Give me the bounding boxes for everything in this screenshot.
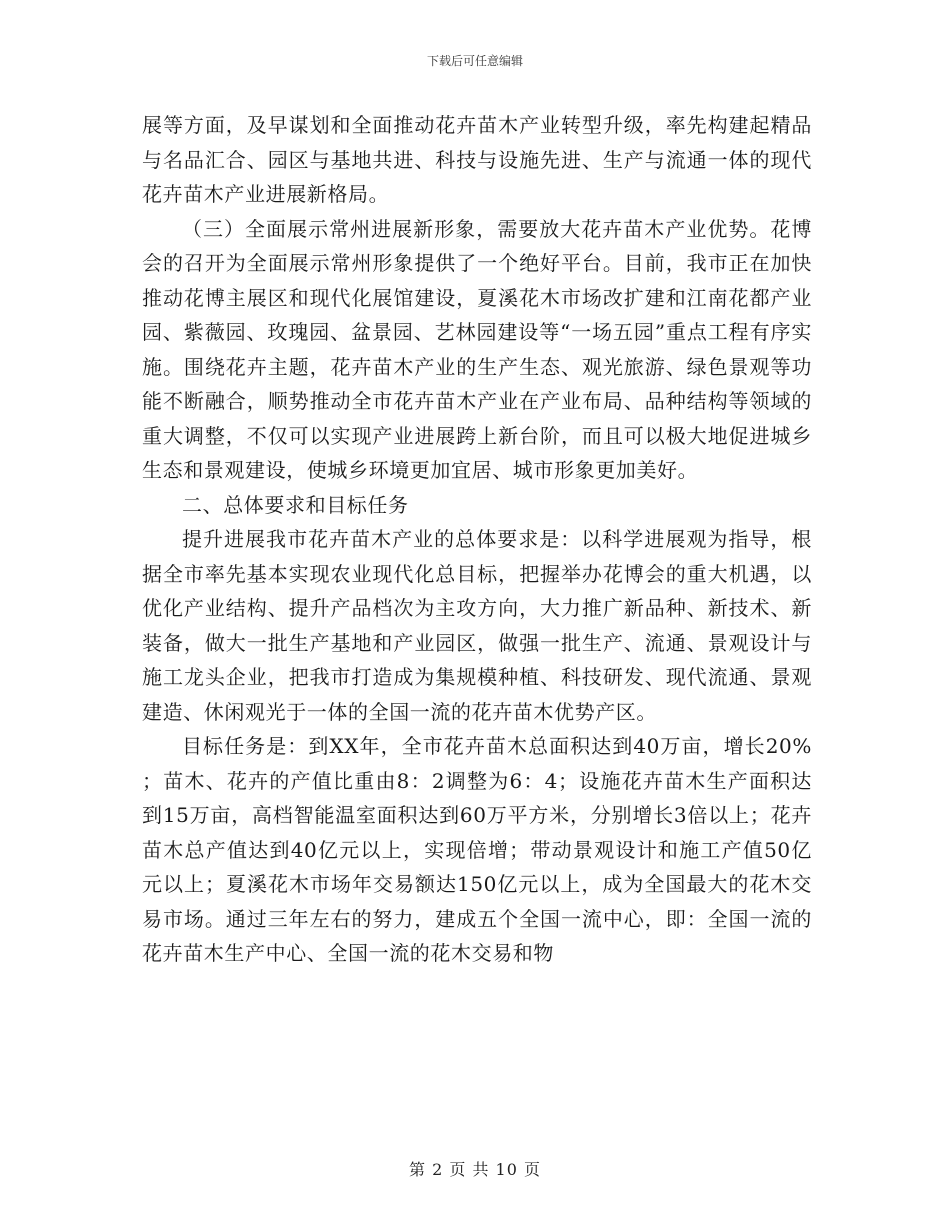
page-footer: 第 2 页 共 10 页	[409, 1160, 541, 1179]
paragraph-general-requirements: 提升进展我市花卉苗木产业的总体要求是：以科学进展观为指导，根据全市率先基本实现农业现代化总目标，把握举办花博会的重大机遇，以优化产业结构、提升产品档次为主攻方向，大力推广新品种、新技术、新装备，做大一批生产基地和产业园区，做强一批生产、流通、景观设计与施工龙头企业，把我市打造成为集规模种植、科技研发、现代流通、景观建造、休闲观光于一体的全国一流的花卉苗木优势产区。	[142, 527, 812, 724]
paragraph-continuation: 展等方面，及早谋划和全面推动花卉苗木产业转型升级，率先构建起精品与名品汇合、园区与基地共进、科技与设施先进、生产与流通一体的现代花卉苗木产业进展新格局。	[142, 113, 812, 206]
section-heading-general-requirements: 二、总体要求和目标任务	[182, 492, 409, 517]
paragraph-section-three: （三）全面展示常州进展新形象，需要放大花卉苗木产业优势。花博会的召开为全面展示常州形象提供了一个绝好平台。目前，我市正在加快推动花博主展区和现代化展馆建设，夏溪花木市场改扩建和江南花都产业园、紫薇园、玫瑰园、盆景园、艺林园建设等“一场五园”重点工程有序实施。围绕花卉主题，花卉苗木产业的生产生态、观光旅游、绿色景观等功能不断融合，顺势推动全市花卉苗木产业在产业布局、品种结构等领域的重大调整，不仅可以实现产业进展跨上新台阶，而且可以极大地促进城乡生态和景观建设，使城乡环境更加宜居、城市形象更加美好。	[142, 216, 812, 482]
page-header: 下载后可任意编辑	[426, 54, 523, 68]
paragraph-target-tasks: 目标任务是：到XX年，全市花卉苗木总面积达到40万亩，增长20%；苗木、花卉的产值比重由8：2调整为6：4；设施花卉苗木生产面积达到15万亩，高档智能温室面积达到60万平方米，分别增长3倍以上；花卉苗木总产值达到40亿元以上，实现倍增；带动景观设计和施工产值50亿元以上；夏溪花木市场年交易额达150亿元以上，成为全国最大的花木交易市场。通过三年左右的努力，建成五个全国一流中心，即：全国一流的花卉苗木生产中心、全国一流的花木交易和物	[142, 734, 812, 965]
document-body	[142, 108, 812, 971]
